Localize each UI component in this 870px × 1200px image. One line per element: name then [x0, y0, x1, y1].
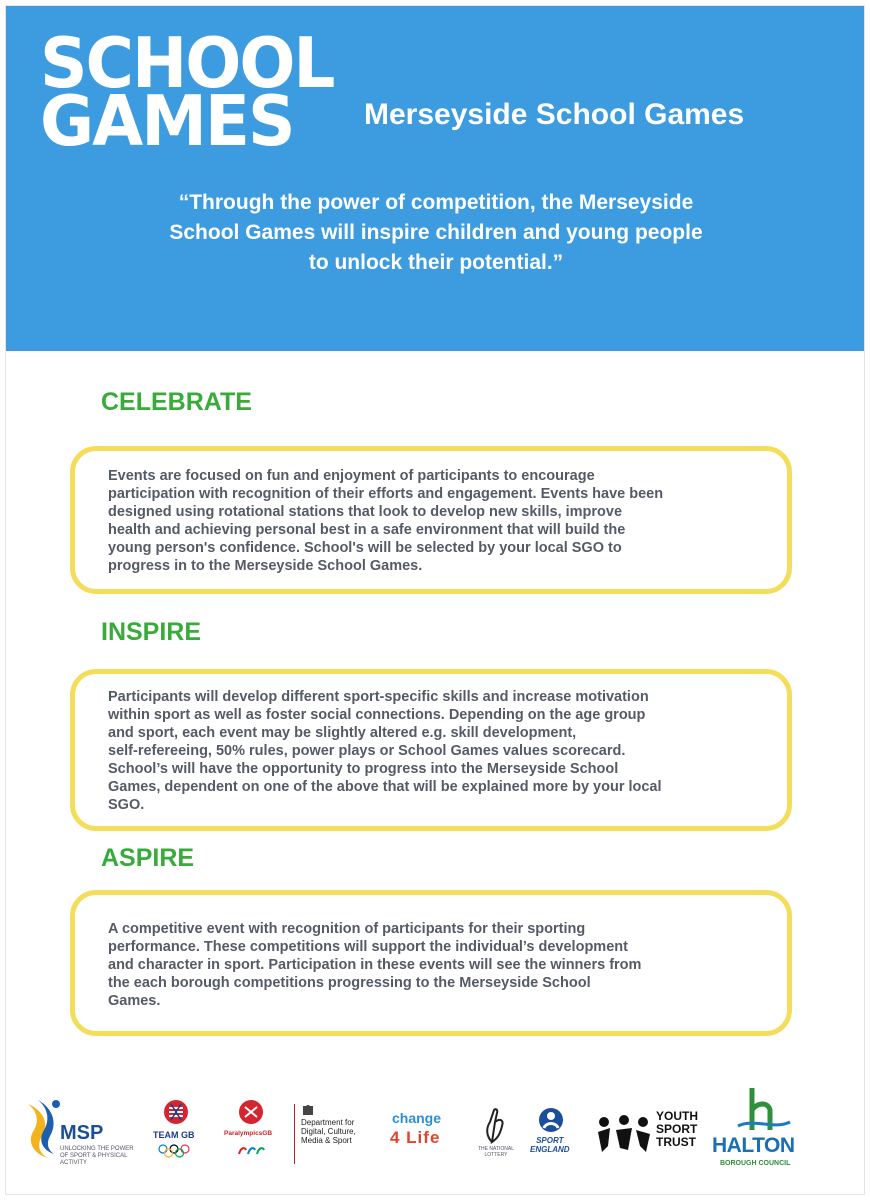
yst-figures-icon [596, 1112, 652, 1156]
msp-swoosh-icon [24, 1096, 64, 1160]
change4life-logo [386, 1110, 458, 1160]
lion-icon [161, 1098, 191, 1126]
dcms-logo [294, 1104, 379, 1164]
quote-text: “Through the power of competition, the Merseyside School Games will inspire children and young people to unlock their potential.” [169, 191, 703, 274]
lottery-label: THE NATIONAL LOTTERY [477, 1146, 515, 1158]
section-title-aspire: ASPIRE [101, 844, 195, 872]
aspire-text: A competitive event with recognition of participants for their sporting performance. These competitions will support the individual’s development and character in sport. Participation in these events will see the winners from the each borough competitions progressing to the Merseyside School Games. [108, 921, 642, 1009]
inspire-text: Participants will develop different sport-specific skills and increase motivation within sport as well as foster social connections. Depending on the age group and sport, each event may be slightly altered e.g. skill development, self-refereeing, 50% rules, power plays or School Games values scorecard. School’s will have the opportunity to progress into the Merseyside School Games, dependent on one of the above that will be explained more by your local SGO. [108, 689, 662, 813]
inspire-box [70, 669, 792, 831]
celebrate-box [70, 446, 792, 594]
school-games-logo [40, 23, 340, 162]
msp-name: MSP [60, 1122, 104, 1144]
section-title-inspire: INSPIRE [101, 618, 202, 646]
section-title-celebrate: CELEBRATE [101, 388, 252, 416]
logo-word-school: SCHOOL [40, 23, 334, 104]
halton-name: HALTON [712, 1134, 795, 1157]
crossed-fingers-icon [480, 1108, 510, 1144]
halton-subtitle: BOROUGH COUNCIL [720, 1160, 791, 1167]
header-quote [106, 188, 766, 278]
sport-england-label: SPORT ENGLAND [530, 1136, 570, 1154]
olympic-rings-icon [157, 1144, 191, 1158]
halton-logo [712, 1086, 822, 1176]
change4life-word1: change [392, 1110, 442, 1126]
team-gb-label: TEAM GB [153, 1130, 195, 1140]
paralympics-gb-label: ParalympicsGB [224, 1130, 273, 1137]
paralympics-lion-icon [236, 1098, 266, 1126]
aspire-box [70, 890, 792, 1036]
halton-h-icon [734, 1086, 794, 1132]
change4life-word2: 4 Life [390, 1128, 441, 1147]
partner-logos [6, 1086, 864, 1181]
header-banner [6, 6, 864, 351]
celebrate-text: Events are focused on fun and enjoyment of participants to encourage participation with recognition of their efforts and engagement. Events have been designed using rotational stations that look to develop new skills, improve health and achieving personal best in a safe environment that will build the young person's confidence. School's will be selected by your local SGO to progress in to the Merseyside School Games. [108, 468, 664, 574]
team-gb-logo [151, 1094, 201, 1174]
logo-word-games: GAMES [40, 81, 294, 162]
dcms-label: Department for Digital, Culture, Media & Sport [301, 1118, 356, 1145]
agitos-icon [236, 1144, 266, 1158]
paralympics-gb-logo [224, 1094, 280, 1174]
page-title: Merseyside School Games [364, 98, 745, 131]
crest-icon [301, 1104, 315, 1116]
yst-label: YOUTH SPORT TRUST [656, 1109, 698, 1149]
flyer-page [6, 6, 864, 1194]
sport-england-icon [536, 1106, 566, 1134]
national-lottery-logo [476, 1108, 516, 1168]
msp-logo [24, 1096, 134, 1166]
youth-sport-trust-logo [596, 1108, 706, 1164]
sport-england-logo [526, 1106, 578, 1168]
msp-tagline: UNLOCKING THE POWER OF SPORT & PHYSICAL ACTIVITY [60, 1146, 134, 1166]
